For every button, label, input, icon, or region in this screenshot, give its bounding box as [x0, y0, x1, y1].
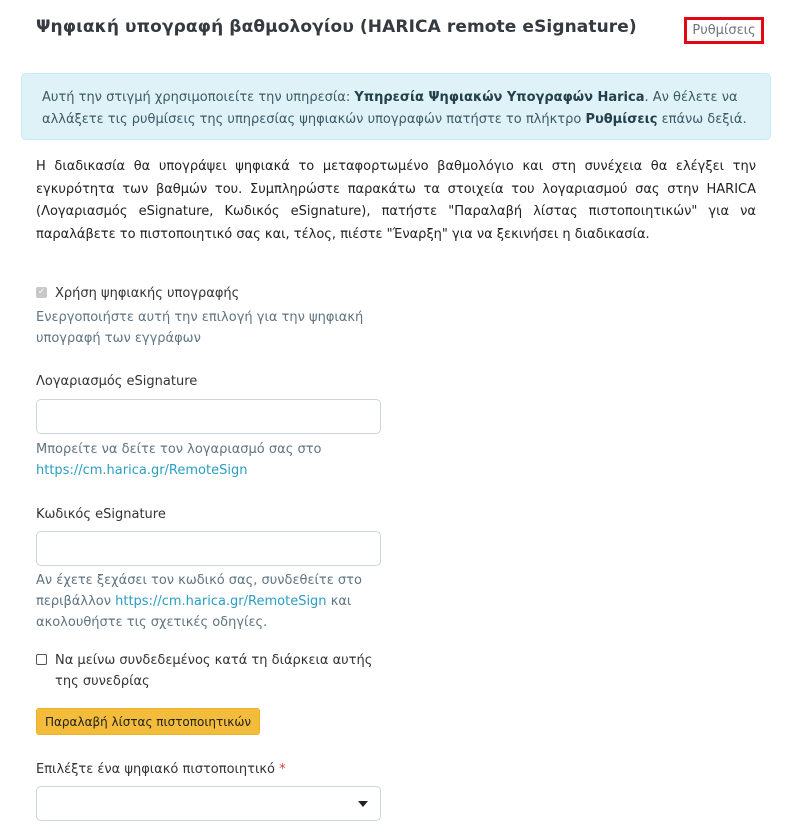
- service-info-alert: [21, 73, 771, 140]
- page-title: Ψηφιακή υπογραφή βαθμολογίου (HARICA remote eSignature): [36, 17, 637, 37]
- password-help-before: Αν έχετε ξεχάσει τον κωδικό σας, συνδεθείτε στο περιβάλλον: [36, 573, 362, 609]
- info-service-name: Υπηρεσία Ψηφιακών Υπογραφών Harica: [354, 90, 645, 105]
- stay-logged-in-row: [36, 650, 376, 692]
- password-help-link[interactable]: https://cm.harica.gr/RemoteSign: [115, 594, 327, 609]
- info-suffix: επάνω δεξιά.: [657, 112, 747, 127]
- stay-logged-in-label: Να μείνω συνδεδεμένος κατά τη διάρκεια αυτής της συνεδρίας: [55, 653, 373, 689]
- password-help-after: και ακολουθήστε τις σχετικές οδηγίες.: [36, 594, 352, 630]
- certificate-select-label-text: Επιλέξτε ένα ψηφιακό πιστοποιητικό: [36, 762, 275, 777]
- info-settings-word: Ρυθμίσεις: [585, 112, 658, 127]
- account-input[interactable]: [36, 399, 381, 434]
- settings-button[interactable]: Ρυθμίσεις: [684, 17, 764, 44]
- account-help: [36, 439, 376, 481]
- password-input[interactable]: [36, 531, 381, 566]
- password-label: Κωδικός eSignature: [36, 507, 166, 522]
- info-prefix: Αυτή την στιγμή χρησιμοποιείτε την υπηρεσία:: [42, 90, 355, 105]
- use-signature-checkbox: ✓: [37, 287, 46, 297]
- certificate-select[interactable]: [36, 786, 381, 821]
- info-middle: . Αν θέλετε να αλλάξετε τις ρυθμίσεις της υπηρεσίας ψηφιακών υπογραφών πατήστε το πλήκτρο: [42, 90, 738, 127]
- account-label: Λογαριασμός eSignature: [36, 374, 198, 389]
- use-signature-label: Χρήση ψηφιακής υπογραφής: [55, 286, 240, 301]
- caret-down-icon: [358, 801, 368, 807]
- get-certificates-button[interactable]: Παραλαβή λίστας πιστοποιητικών: [36, 708, 260, 735]
- process-description: Η διαδικασία θα υπογράψει ψηφιακά το μεταφορτωμένο βαθμολόγιο και στη συνέχεια θα ελέγξει την εγκυρότητα των βαθμών του. Συμπληρώστε παρακάτω τα στοιχεία του λογαριασμού σας στην HARICA (Λογαριασμός eSignature, Κωδικός eSignature), πατήστε "Παραλαβή λίστας πιστοποιητικών" για να παραλάβετε το πιστοποιητικό σας και, τέλος, πιέστε "Έναρξη" για να ξεκινήσει η διαδικασία.: [36, 159, 756, 242]
- account-help-link[interactable]: https://cm.harica.gr/RemoteSign: [36, 463, 248, 478]
- password-help: [36, 570, 376, 633]
- use-signature-help: Ενεργοποιήστε αυτή την επιλογή για την ψηφιακή υπογραφή των εγγράφων: [36, 310, 364, 346]
- required-marker: *: [279, 762, 286, 777]
- stay-logged-in-checkbox[interactable]: [36, 654, 47, 665]
- certificate-select-label: [36, 762, 286, 777]
- account-help-text: Μπορείτε να δείτε τον λογαριασμό σας στο: [36, 442, 322, 457]
- use-signature-row: [36, 283, 239, 304]
